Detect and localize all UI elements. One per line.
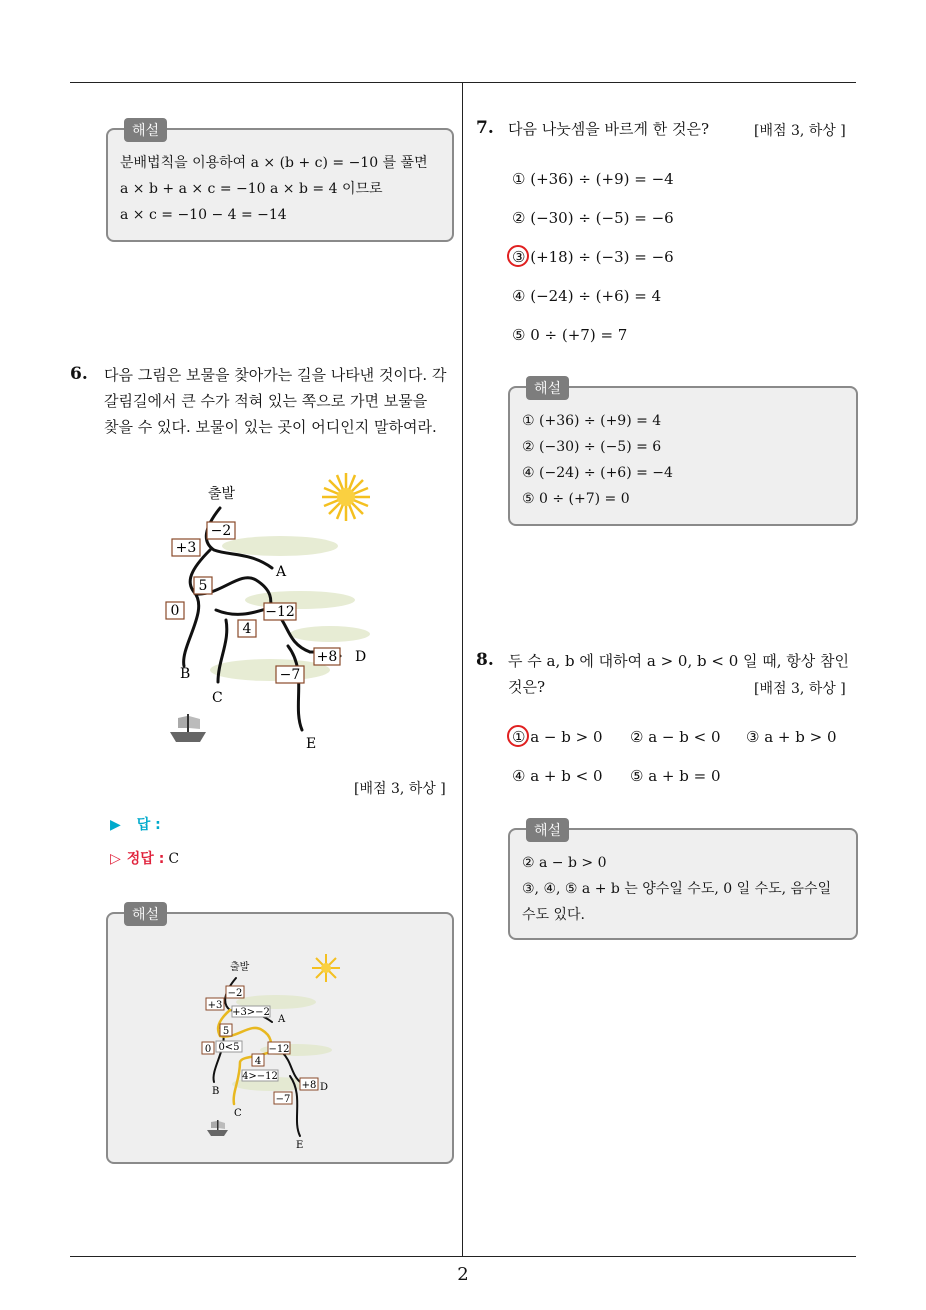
svg-text:5: 5	[222, 1026, 230, 1037]
svg-text:+3: +3	[175, 540, 197, 556]
solution-box-q5	[106, 123, 454, 242]
column-divider	[462, 82, 463, 1256]
svg-text:−7: −7	[279, 667, 301, 683]
svg-text:출발: 출발	[208, 486, 236, 502]
choice-q7-4[interactable]: ④ (−24) ÷ (+6) = 4	[512, 287, 662, 305]
question-text-8: 두 수 a, b 에 대하여 a > 0, b < 0 일 때, 항상 참인 것은?	[508, 652, 850, 696]
selected-mark-q8	[507, 725, 529, 747]
choice-q8-1[interactable]: ① a − b > 0	[512, 728, 603, 746]
choice-q7-2[interactable]: ② (−30) ÷ (−5) = −6	[512, 209, 674, 227]
svg-text:4>−12: 4>−12	[242, 1071, 278, 1082]
choice-q7-3[interactable]: ③ (+18) ÷ (−3) = −6	[512, 248, 674, 266]
solution-tab: 해설	[526, 818, 569, 842]
score-q7: [배점 3, 하상 ]	[754, 123, 846, 139]
choice-q8-3[interactable]: ③ a + b > 0	[746, 728, 837, 746]
svg-text:0<5: 0<5	[218, 1042, 240, 1053]
score-q8: [배점 3, 하상 ]	[754, 681, 846, 697]
solution-tab: 해설	[124, 902, 167, 926]
solution-map	[196, 952, 366, 1152]
svg-text:−7: −7	[275, 1094, 291, 1105]
outline-triangle-icon: ▷	[110, 851, 121, 867]
play-triangle-icon: ▶	[110, 817, 121, 833]
correct-answer-line: ▷ 정답 : C	[110, 851, 180, 867]
svg-text:+3: +3	[207, 1000, 223, 1011]
svg-text:+3>−2: +3>−2	[232, 1007, 270, 1018]
svg-text:+8: +8	[316, 649, 338, 665]
question-number-6: 6.	[70, 364, 88, 384]
svg-text:0: 0	[204, 1044, 212, 1055]
svg-text:−12: −12	[265, 604, 295, 620]
solution-text: ② a − b > 0 ③, ④, ⑤ a + b 는 양수일 수도, 0 일 수도, 음수일 수도 있다.	[522, 855, 832, 923]
sun-icon	[322, 473, 370, 521]
top-rule	[70, 82, 856, 83]
solution-box-q7	[508, 381, 858, 526]
svg-text:4: 4	[242, 621, 252, 637]
svg-text:5: 5	[198, 578, 208, 594]
solution-text: ① (+36) ÷ (+9) = 4 ② (−30) ÷ (−5) = 6 ④ (−24) ÷ (+6) = −4 ⑤ 0 ÷ (+7) = 0	[522, 413, 673, 507]
svg-text:B: B	[212, 1086, 220, 1097]
svg-text:0: 0	[170, 603, 180, 619]
treasure-map	[160, 470, 390, 760]
svg-text:−12: −12	[268, 1044, 290, 1055]
choice-q7-5[interactable]: ⑤ 0 ÷ (+7) = 7	[512, 326, 628, 344]
question-text-7: 다음 나눗셈을 바르게 한 것은?	[508, 120, 709, 138]
question-number-7: 7.	[476, 118, 494, 138]
svg-text:B: B	[180, 666, 191, 682]
svg-text:A: A	[278, 1014, 286, 1025]
bottom-rule	[70, 1256, 856, 1257]
question-number-8: 8.	[476, 650, 494, 670]
solution-tab: 해설	[124, 118, 167, 142]
svg-text:E: E	[296, 1140, 304, 1151]
choice-q8-4[interactable]: ④ a + b < 0	[512, 767, 603, 785]
page-number: 2	[457, 1264, 469, 1285]
svg-text:D: D	[355, 649, 367, 665]
solution-text: 분배법칙을 이용하여 a × (b + c) = −10 를 풀면 a × b + a × c = −10 a × b = 4 이므로 a × c = −10 − 4 = −14	[120, 155, 428, 223]
solution-box-q6	[106, 907, 454, 1164]
svg-text:4: 4	[254, 1056, 262, 1067]
ship-icon	[170, 714, 206, 742]
svg-text:−2: −2	[227, 988, 243, 999]
svg-text:C: C	[234, 1108, 242, 1119]
sun-icon	[312, 954, 340, 982]
svg-text:출발: 출발	[230, 962, 250, 973]
selected-mark-q7	[507, 245, 529, 267]
choice-q8-2[interactable]: ② a − b < 0	[630, 728, 721, 746]
svg-text:D: D	[320, 1082, 329, 1093]
svg-text:−2: −2	[210, 523, 232, 539]
correct-answer-value: C	[168, 851, 180, 867]
score-q6: [배점 3, 하상 ]	[354, 781, 446, 797]
question-text-6: 다음 그림은 보물을 찾아가는 길을 나타낸 것이다. 각 갈림길에서 큰 수가 적혀 있는 쪽으로 가면 보물을 찾을 수 있다. 보물이 있는 곳이 어디인지 말하여라.	[104, 366, 447, 436]
svg-text:C: C	[212, 690, 223, 706]
ship-icon	[207, 1120, 228, 1136]
svg-text:A: A	[276, 564, 287, 580]
choice-q8-5[interactable]: ⑤ a + b = 0	[630, 767, 721, 785]
svg-text:+8: +8	[301, 1080, 317, 1091]
solution-tab: 해설	[526, 376, 569, 400]
answer-line: ▶ 답 :	[110, 817, 161, 833]
choice-q7-1[interactable]: ① (+36) ÷ (+9) = −4	[512, 170, 674, 188]
solution-box-q8	[508, 823, 858, 940]
svg-text:E: E	[306, 736, 317, 752]
